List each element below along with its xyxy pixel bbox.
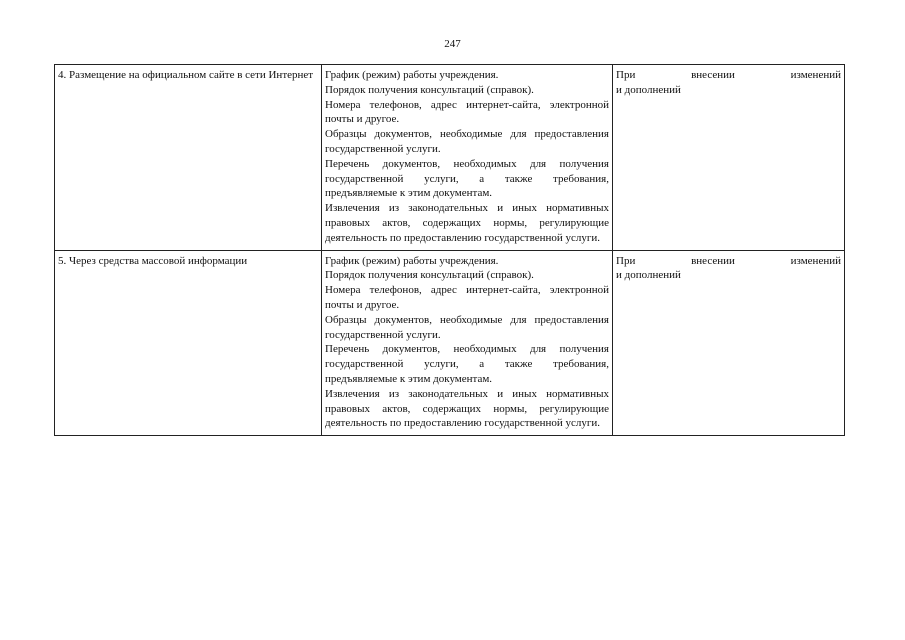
content-line: Извлечения из законодательных и иных нормативных правовых актов, содержащих нормы, регулирующие деятельность по предоставлению государственной услуги. [325, 202, 609, 244]
frequency-word: При [616, 69, 636, 81]
content-line: Порядок получения консультаций (справок). [325, 269, 534, 282]
content-cell [322, 250, 613, 436]
content-line: Порядок получения консультаций (справок). [325, 83, 534, 96]
frequency-line [616, 68, 841, 83]
content-line: Перечень документов, необходимых для получения государственной услуги, а также требования, предъявляемые к этим документам. [325, 157, 609, 200]
page-number: 247 [444, 38, 461, 50]
frequency-cell [613, 65, 845, 251]
content-line: График (режим) работы учреждения. [325, 254, 499, 267]
method-cell: 4. Размещение на официальном сайте в сети Интернет [55, 65, 322, 251]
frequency-word: изменений [790, 69, 841, 81]
content-line: Перечень документов, необходимых для получения государственной услуги, а также требования, предъявляемые к этим документам. [325, 343, 609, 385]
content-line: Образцы документов, необходимые для предоставления государственной услуги. [325, 128, 609, 155]
content-line: Извлечения из законодательных и иных нормативных правовых актов, содержащих нормы, регулирующие деятельность по предоставлению государственной услуги. [325, 387, 609, 430]
content-line: График (режим) работы учреждения. [325, 69, 499, 81]
frequency-line: и дополнений [616, 269, 681, 282]
information-table [54, 64, 845, 436]
frequency-line [616, 254, 841, 269]
table-row [55, 65, 845, 251]
frequency-word: внесении [691, 254, 735, 267]
frequency-word: внесении [691, 69, 735, 81]
content-line: Номера телефонов, адрес интернет-сайта, электронной почты и другое. [325, 284, 609, 311]
frequency-cell [613, 250, 845, 436]
content-cell [322, 65, 613, 251]
frequency-word: изменений [790, 254, 841, 267]
content-line: Номера телефонов, адрес интернет-сайта, электронной почты и другое. [325, 98, 609, 126]
table-row [55, 250, 845, 436]
frequency-line: и дополнений [616, 83, 681, 96]
frequency-word: При [616, 254, 636, 267]
method-cell: 5. Через средства массовой информации [55, 250, 322, 436]
content-line: Образцы документов, необходимые для предоставления государственной услуги. [325, 313, 609, 341]
